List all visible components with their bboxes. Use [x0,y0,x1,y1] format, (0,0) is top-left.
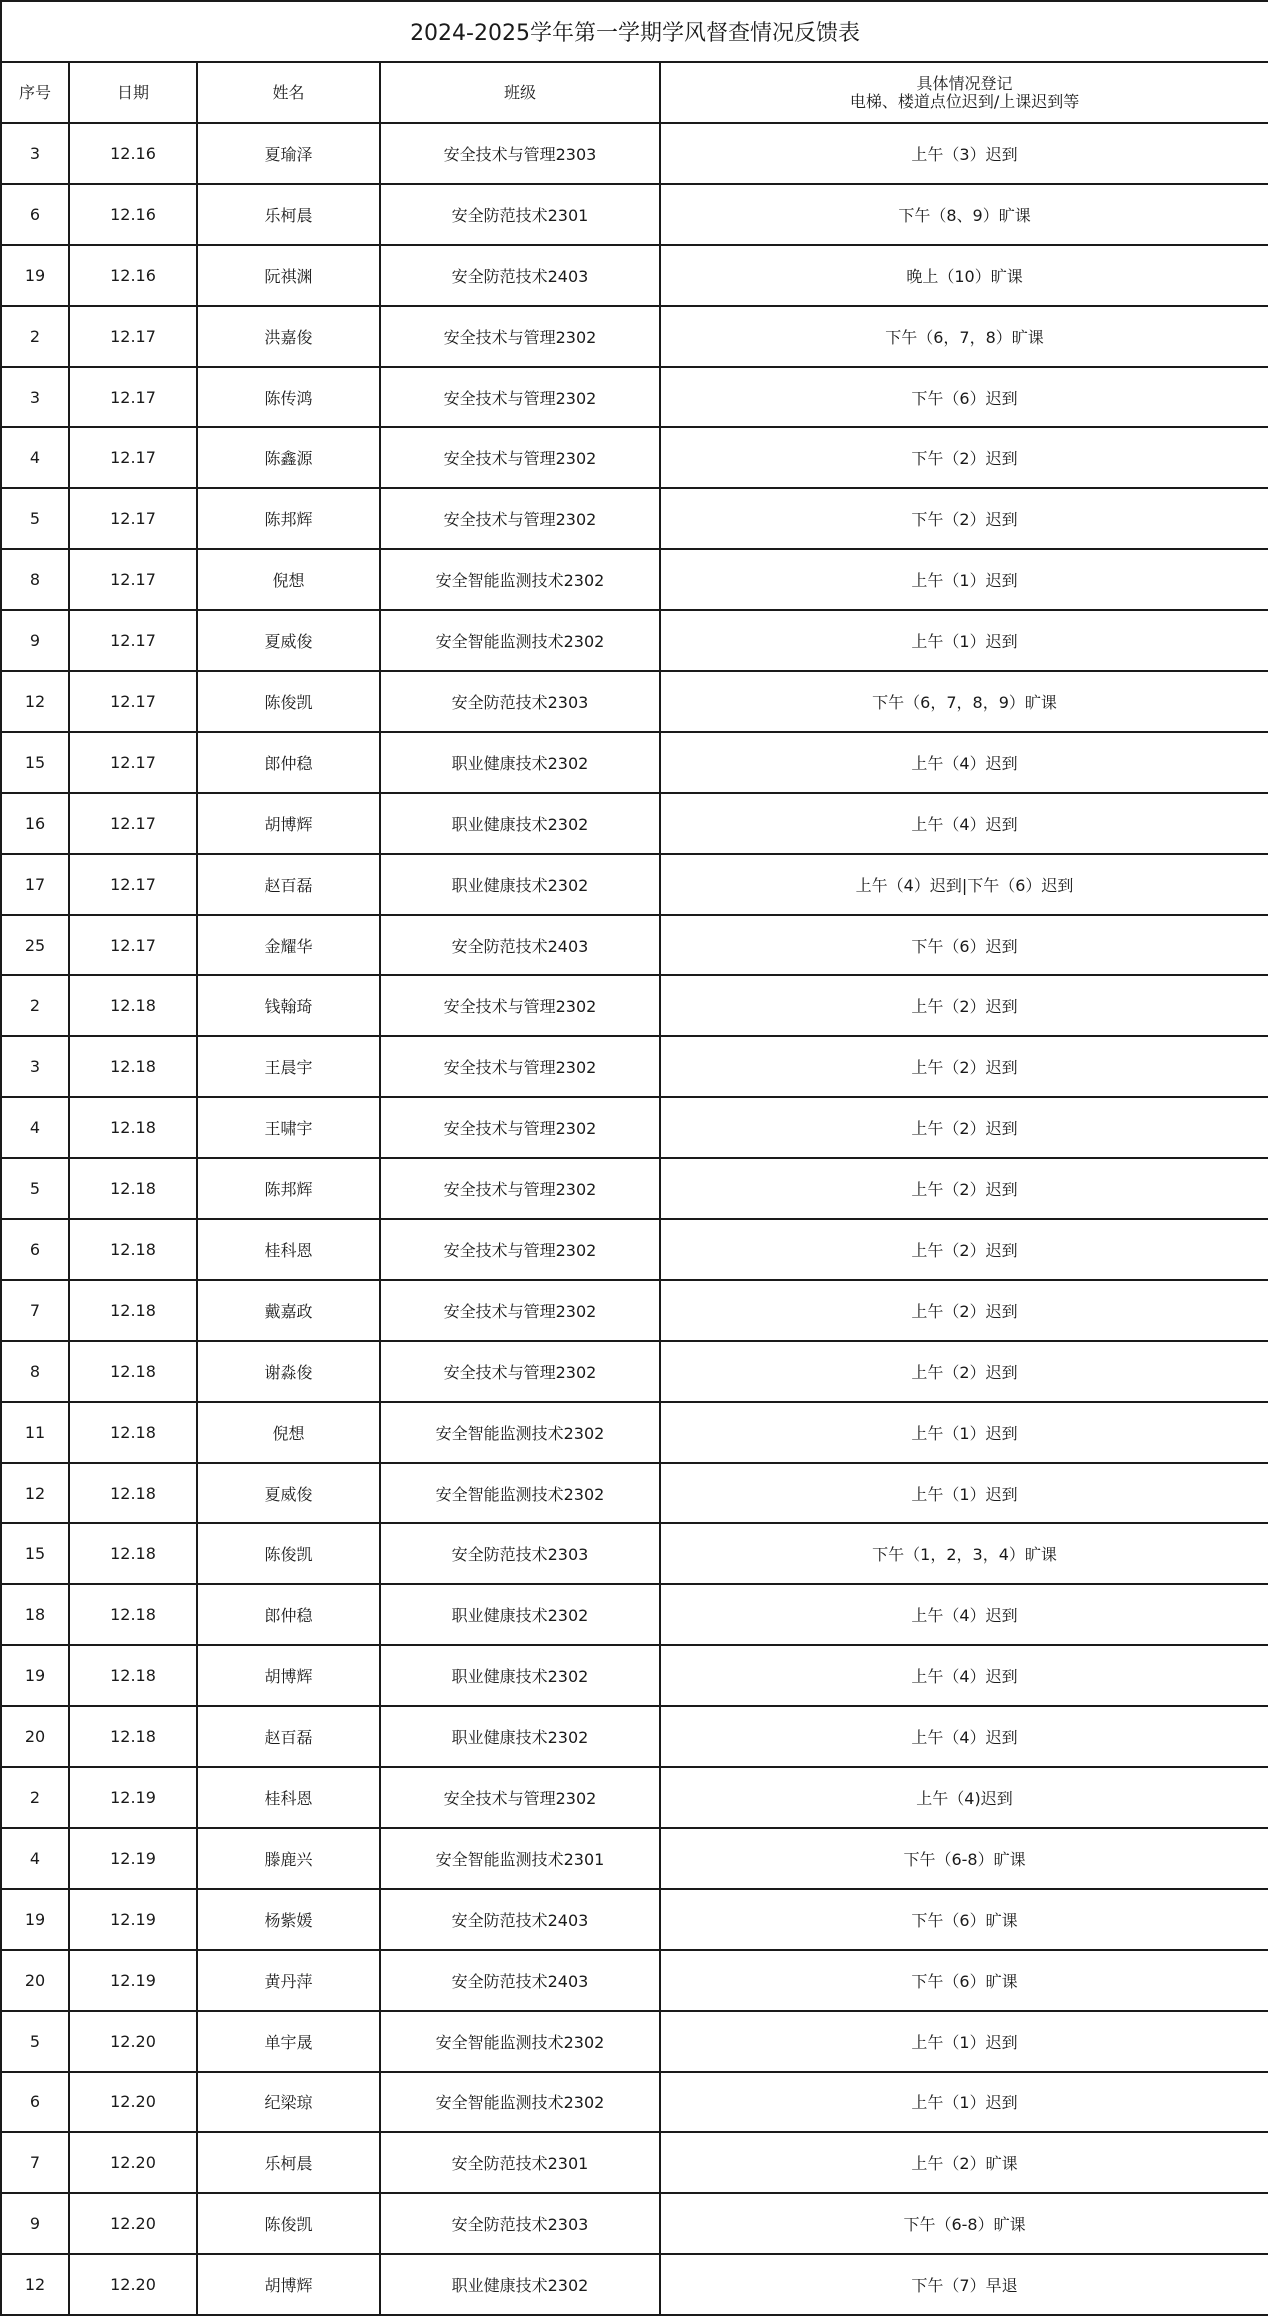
cell-name: 戴嘉政 [197,1280,380,1341]
cell-date: 12.20 [69,2193,197,2254]
cell-name: 杨紫媛 [197,1889,380,1950]
cell-detail: 下午（1，2，3，4）旷课 [660,1523,1269,1584]
cell-class: 安全智能监测技术2302 [380,610,660,671]
cell-detail: 下午（6）旷课 [660,1950,1269,2011]
cell-idx: 6 [1,2072,69,2133]
cell-class: 安全防范技术2303 [380,2193,660,2254]
cell-idx: 9 [1,2193,69,2254]
cell-date: 12.19 [69,1767,197,1828]
table-row [1,915,1269,976]
cell-idx: 12 [1,671,69,732]
cell-detail: 上午（4）迟到 [660,1584,1269,1645]
cell-idx: 18 [1,1584,69,1645]
table-row [1,732,1269,793]
table-row [1,1706,1269,1767]
table-row [1,671,1269,732]
cell-idx: 6 [1,1219,69,1280]
cell-detail: 上午（4）迟到|下午（6）迟到 [660,854,1269,915]
cell-class: 安全智能监测技术2302 [380,1402,660,1463]
cell-date: 12.20 [69,2254,197,2315]
cell-detail: 下午（8、9）旷课 [660,184,1269,245]
cell-detail: 下午（6）迟到 [660,367,1269,428]
cell-detail: 上午（1）迟到 [660,2011,1269,2072]
cell-idx: 3 [1,123,69,184]
cell-name: 夏威俊 [197,1463,380,1524]
table-row [1,245,1269,306]
header-detail-line2: 电梯、楼道点位迟到/上课迟到等 [849,91,1080,111]
cell-date: 12.18 [69,1158,197,1219]
table-row [1,1280,1269,1341]
cell-idx: 8 [1,549,69,610]
table-row [1,2254,1269,2315]
cell-class: 安全防范技术2301 [380,2132,660,2193]
cell-date: 12.17 [69,671,197,732]
cell-detail: 下午（6，7，8，9）旷课 [660,671,1269,732]
cell-idx: 12 [1,1463,69,1524]
cell-class: 安全技术与管理2302 [380,1280,660,1341]
cell-class: 安全防范技术2403 [380,1889,660,1950]
table-row [1,1645,1269,1706]
cell-idx: 12 [1,2254,69,2315]
cell-idx: 5 [1,2011,69,2072]
cell-date: 12.19 [69,1889,197,1950]
cell-class: 安全技术与管理2302 [380,1341,660,1402]
table-row [1,306,1269,367]
cell-idx: 16 [1,793,69,854]
cell-idx: 9 [1,610,69,671]
table-row [1,610,1269,671]
cell-date: 12.18 [69,975,197,1036]
cell-name: 单宇晟 [197,2011,380,2072]
cell-date: 12.17 [69,488,197,549]
cell-class: 安全智能监测技术2301 [380,1828,660,1889]
cell-date: 12.20 [69,2132,197,2193]
cell-class: 安全技术与管理2302 [380,488,660,549]
cell-name: 钱翰琦 [197,975,380,1036]
cell-detail: 下午（6-8）旷课 [660,2193,1269,2254]
cell-detail: 上午（2）迟到 [660,1158,1269,1219]
cell-class: 安全智能监测技术2302 [380,2072,660,2133]
cell-name: 胡博辉 [197,793,380,854]
cell-class: 安全智能监测技术2302 [380,2011,660,2072]
cell-date: 12.18 [69,1402,197,1463]
cell-detail: 上午（1）迟到 [660,2072,1269,2133]
cell-name: 金耀华 [197,915,380,976]
cell-name: 陈俊凯 [197,2193,380,2254]
cell-name: 陈邦辉 [197,488,380,549]
cell-detail: 上午（2）迟到 [660,1341,1269,1402]
table-row [1,1767,1269,1828]
cell-detail: 下午（6，7，8）旷课 [660,306,1269,367]
cell-name: 纪梁琼 [197,2072,380,2133]
cell-date: 12.17 [69,793,197,854]
cell-idx: 4 [1,427,69,488]
cell-name: 陈俊凯 [197,671,380,732]
cell-date: 12.18 [69,1706,197,1767]
cell-date: 12.18 [69,1219,197,1280]
cell-idx: 2 [1,306,69,367]
cell-detail: 上午（2）迟到 [660,1280,1269,1341]
table-row [1,2072,1269,2133]
cell-class: 安全技术与管理2302 [380,1158,660,1219]
cell-date: 12.17 [69,306,197,367]
cell-detail: 上午（1）迟到 [660,610,1269,671]
cell-name: 倪想 [197,549,380,610]
cell-class: 职业健康技术2302 [380,1584,660,1645]
cell-detail: 下午（6）旷课 [660,1889,1269,1950]
cell-name: 倪想 [197,1402,380,1463]
cell-date: 12.20 [69,2072,197,2133]
cell-class: 安全技术与管理2302 [380,427,660,488]
cell-idx: 2 [1,1767,69,1828]
cell-name: 桂科恩 [197,1767,380,1828]
cell-detail: 上午（4）迟到 [660,732,1269,793]
table-row [1,1402,1269,1463]
cell-idx: 15 [1,732,69,793]
table-row [1,1889,1269,1950]
cell-class: 职业健康技术2302 [380,2254,660,2315]
cell-date: 12.16 [69,123,197,184]
table-row [1,549,1269,610]
table-row [1,1097,1269,1158]
table-row [1,1463,1269,1524]
cell-idx: 19 [1,1889,69,1950]
cell-date: 12.18 [69,1463,197,1524]
cell-name: 谢淼俊 [197,1341,380,1402]
cell-name: 夏瑜泽 [197,123,380,184]
cell-detail: 上午（2）迟到 [660,1219,1269,1280]
cell-date: 12.17 [69,427,197,488]
cell-idx: 5 [1,488,69,549]
cell-detail: 上午（4）迟到 [660,1645,1269,1706]
cell-name: 桂科恩 [197,1219,380,1280]
table-row [1,1036,1269,1097]
table-row [1,2132,1269,2193]
table-row [1,184,1269,245]
cell-name: 阮祺渊 [197,245,380,306]
cell-class: 职业健康技术2302 [380,732,660,793]
cell-idx: 20 [1,1706,69,1767]
cell-detail: 上午（1）迟到 [660,1463,1269,1524]
cell-class: 安全技术与管理2302 [380,1097,660,1158]
cell-name: 夏威俊 [197,610,380,671]
page-margin [1268,0,1280,2317]
cell-date: 12.19 [69,1950,197,2011]
cell-name: 赵百磊 [197,854,380,915]
table-row [1,2011,1269,2072]
cell-class: 安全技术与管理2302 [380,1036,660,1097]
cell-class: 安全防范技术2403 [380,245,660,306]
cell-name: 乐柯晨 [197,2132,380,2193]
cell-class: 职业健康技术2302 [380,854,660,915]
cell-idx: 20 [1,1950,69,2011]
cell-name: 赵百磊 [197,1706,380,1767]
cell-idx: 7 [1,2132,69,2193]
cell-name: 郎仲稳 [197,732,380,793]
cell-name: 胡博辉 [197,2254,380,2315]
cell-date: 12.20 [69,2011,197,2072]
cell-detail: 上午（4）迟到 [660,793,1269,854]
cell-detail: 上午（4）迟到 [660,1706,1269,1767]
cell-date: 12.17 [69,915,197,976]
table-row [1,2193,1269,2254]
cell-class: 安全技术与管理2302 [380,367,660,428]
cell-idx: 11 [1,1402,69,1463]
cell-detail: 下午（2）迟到 [660,488,1269,549]
cell-date: 12.18 [69,1036,197,1097]
cell-detail: 上午（2）迟到 [660,1036,1269,1097]
cell-date: 12.18 [69,1341,197,1402]
table-row [1,854,1269,915]
table-row [1,1219,1269,1280]
cell-idx: 5 [1,1158,69,1219]
cell-class: 安全技术与管理2303 [380,123,660,184]
cell-class: 安全智能监测技术2302 [380,549,660,610]
cell-detail: 上午（1）迟到 [660,549,1269,610]
cell-detail: 上午（4)迟到 [660,1767,1269,1828]
table-row [1,1828,1269,1889]
cell-date: 12.17 [69,610,197,671]
cell-class: 安全防范技术2403 [380,915,660,976]
table-row [1,793,1269,854]
cell-idx: 3 [1,1036,69,1097]
cell-class: 安全防范技术2303 [380,1523,660,1584]
table-body [1,123,1269,2315]
cell-detail: 上午（2）迟到 [660,1097,1269,1158]
cell-class: 安全防范技术2301 [380,184,660,245]
table-row [1,975,1269,1036]
cell-class: 职业健康技术2302 [380,1706,660,1767]
table-row [1,488,1269,549]
header-row [1,62,1269,123]
cell-class: 安全技术与管理2302 [380,975,660,1036]
cell-date: 12.18 [69,1523,197,1584]
cell-name: 陈邦辉 [197,1158,380,1219]
cell-class: 安全防范技术2303 [380,671,660,732]
cell-idx: 19 [1,1645,69,1706]
cell-name: 胡博辉 [197,1645,380,1706]
cell-detail: 上午（1）迟到 [660,1402,1269,1463]
cell-date: 12.18 [69,1097,197,1158]
table-row [1,367,1269,428]
cell-detail: 上午（2）迟到 [660,975,1269,1036]
cell-class: 安全技术与管理2302 [380,1219,660,1280]
cell-detail: 晚上（10）旷课 [660,245,1269,306]
cell-date: 12.19 [69,1828,197,1889]
cell-idx: 17 [1,854,69,915]
cell-date: 12.17 [69,732,197,793]
cell-name: 郎仲稳 [197,1584,380,1645]
cell-name: 滕鹿兴 [197,1828,380,1889]
cell-detail: 上午（2）旷课 [660,2132,1269,2193]
header-idx: 序号 [1,62,69,123]
cell-class: 安全防范技术2403 [380,1950,660,2011]
table-title: 2024-2025学年第一学期学风督查情况反馈表 [1,1,1269,62]
cell-date: 12.16 [69,245,197,306]
cell-name: 陈传鸿 [197,367,380,428]
cell-date: 12.18 [69,1280,197,1341]
table-row [1,1584,1269,1645]
cell-idx: 15 [1,1523,69,1584]
header-detail-line1: 具体情况登记 [916,73,1013,93]
cell-class: 安全技术与管理2302 [380,1767,660,1828]
table-row [1,1341,1269,1402]
cell-idx: 4 [1,1097,69,1158]
cell-detail: 下午（7）早退 [660,2254,1269,2315]
table-row [1,1158,1269,1219]
table-row [1,123,1269,184]
cell-date: 12.17 [69,854,197,915]
cell-name: 黄丹萍 [197,1950,380,2011]
table-row [1,427,1269,488]
cell-name: 陈鑫源 [197,427,380,488]
cell-name: 乐柯晨 [197,184,380,245]
cell-detail: 下午（6-8）旷课 [660,1828,1269,1889]
header-class: 班级 [380,62,660,123]
header-detail [660,62,1269,123]
cell-idx: 3 [1,367,69,428]
cell-date: 12.17 [69,367,197,428]
cell-detail: 上午（3）迟到 [660,123,1269,184]
header-name: 姓名 [197,62,380,123]
cell-idx: 8 [1,1341,69,1402]
cell-detail: 下午（2）迟到 [660,427,1269,488]
cell-name: 王啸宇 [197,1097,380,1158]
cell-class: 安全技术与管理2302 [380,306,660,367]
cell-idx: 7 [1,1280,69,1341]
cell-name: 王晨宇 [197,1036,380,1097]
cell-date: 12.17 [69,549,197,610]
cell-class: 职业健康技术2302 [380,1645,660,1706]
cell-idx: 4 [1,1828,69,1889]
cell-class: 安全智能监测技术2302 [380,1463,660,1524]
cell-idx: 19 [1,245,69,306]
cell-date: 12.18 [69,1584,197,1645]
table-row [1,1523,1269,1584]
cell-idx: 6 [1,184,69,245]
cell-detail: 下午（6）迟到 [660,915,1269,976]
table-row [1,1950,1269,2011]
cell-name: 陈俊凯 [197,1523,380,1584]
header-date: 日期 [69,62,197,123]
cell-idx: 2 [1,975,69,1036]
cell-name: 洪嘉俊 [197,306,380,367]
cell-date: 12.16 [69,184,197,245]
cell-date: 12.18 [69,1645,197,1706]
cell-class: 职业健康技术2302 [380,793,660,854]
cell-idx: 25 [1,915,69,976]
